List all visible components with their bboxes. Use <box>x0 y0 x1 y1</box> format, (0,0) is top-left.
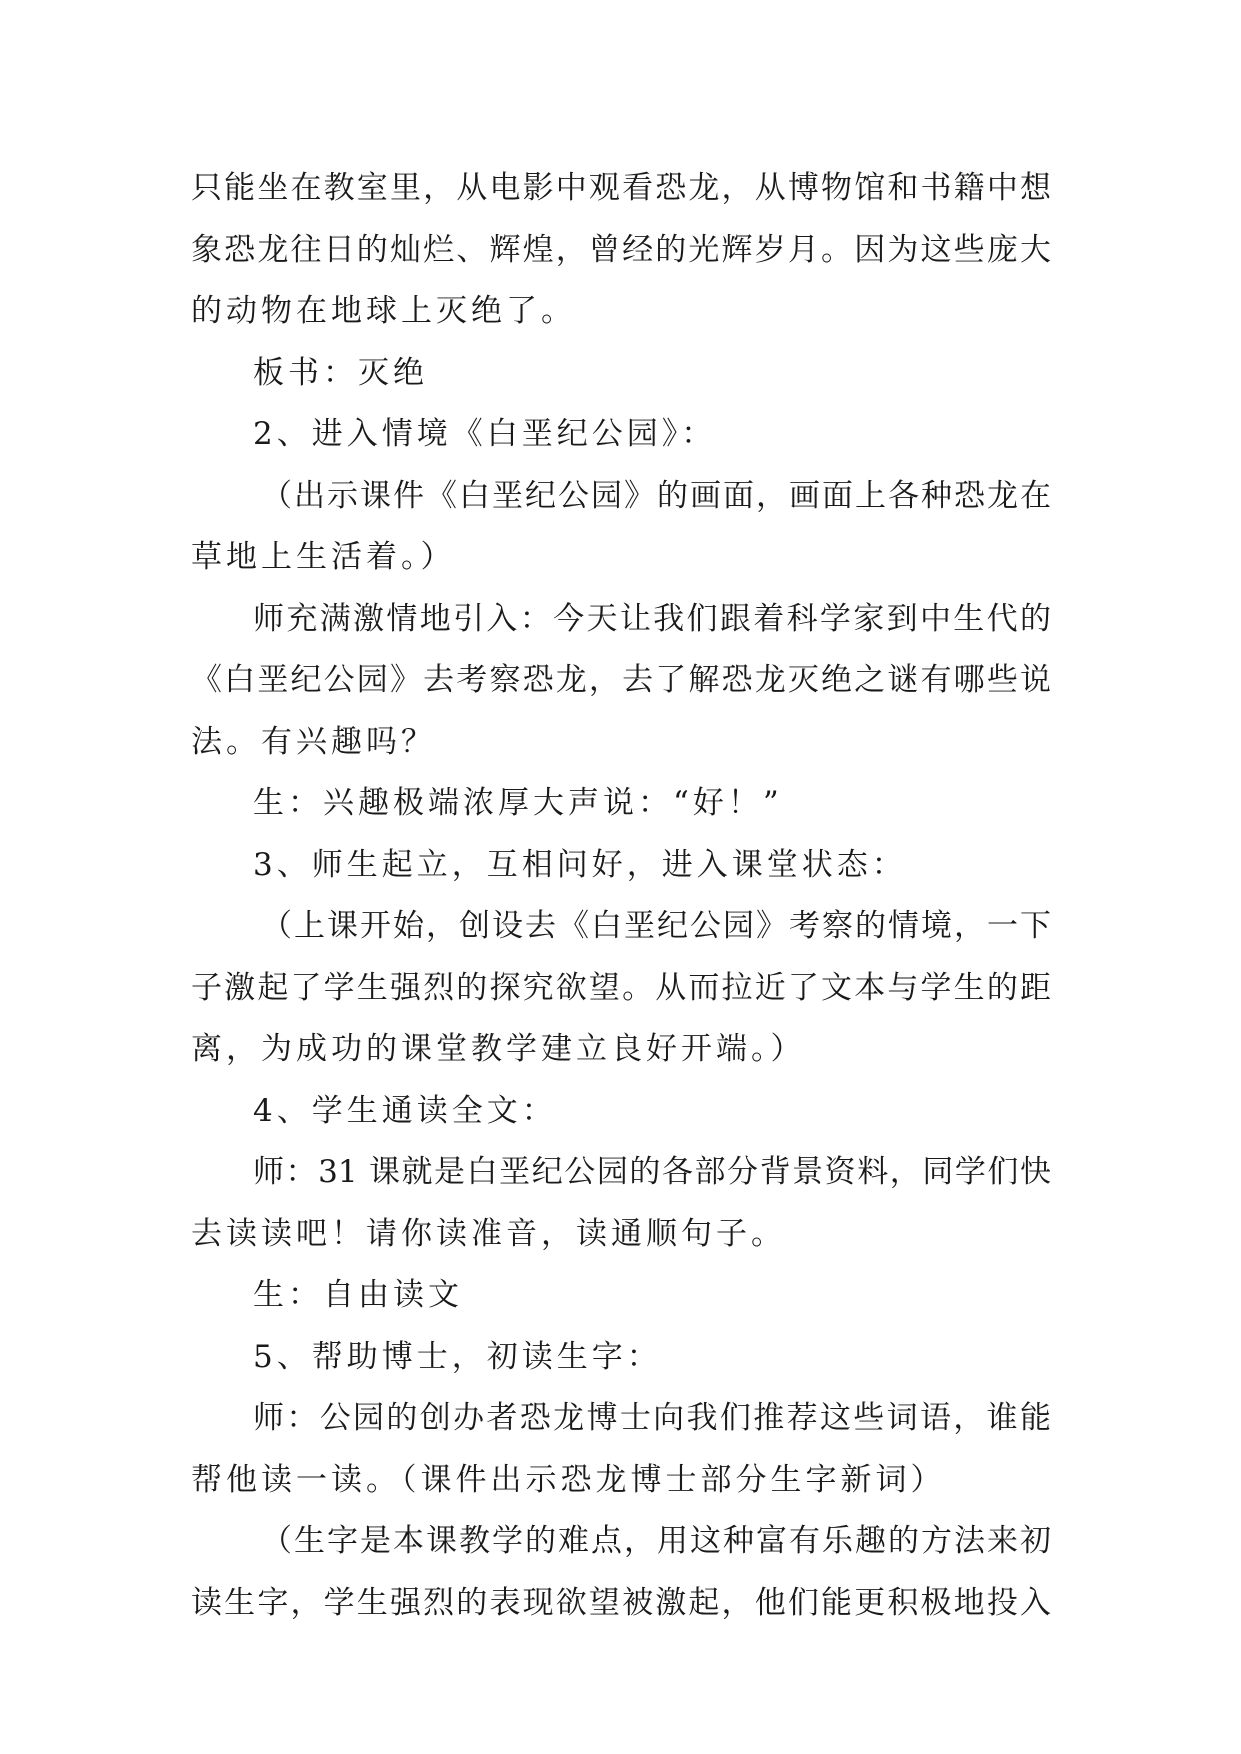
text-line: 帮他读一读。（课件出示恐龙博士部分生字新词） <box>191 1461 946 1498</box>
document-body <box>191 158 1051 1634</box>
text-line: 法。有兴趣吗？ <box>191 723 436 760</box>
text-line: （生字是本课教学的难点，用这种富有乐趣的方法来初 <box>261 1523 1051 1559</box>
text-line: 生：自由读文 <box>253 1277 463 1313</box>
text-line: （上课开始，创设去《白垩纪公园》考察的情境，一下 <box>261 908 1051 944</box>
text-line: 子激起了学生强烈的探究欲望。从而拉近了文本与学生的距 <box>191 969 1051 1006</box>
text-line: 只能坐在教室里，从电影中观看恐龙，从博物馆和书籍中想 <box>191 170 1051 206</box>
text-line: 读生字，学生强烈的表现欲望被激起，他们能更积极地投入 <box>191 1584 1051 1621</box>
text-line: 草地上生活着。） <box>191 539 456 575</box>
heading-line: 4、学生通读全文： <box>253 1092 557 1129</box>
heading-line: 3、师生起立，互相问好，进入课堂状态： <box>253 846 907 883</box>
text-line: 板书：灭绝 <box>253 354 428 391</box>
text-line: 象恐龙往日的灿烂、辉煌，曾经的光辉岁月。因为这些庞大 <box>191 231 1051 268</box>
heading-line: 5、帮助博士，初读生字： <box>253 1338 662 1375</box>
heading-line: 2、进入情境《白垩纪公园》： <box>253 416 717 452</box>
text-line: 师：公园的创办者恐龙博士向我们推荐这些词语，谁能 <box>253 1400 1051 1436</box>
text-line: （出示课件《白垩纪公园》的画面，画面上各种恐龙在 <box>261 477 1051 514</box>
text-line: 离，为成功的课堂教学建立良好开端。） <box>191 1031 806 1067</box>
text-line: 去读读吧！请你读准音，读通顺句子。 <box>191 1215 786 1252</box>
text-line: 生：兴趣极端浓厚大声说：“好！” <box>253 785 783 821</box>
text-line: 师充满激情地引入：今天让我们跟着科学家到中生代的 <box>253 600 1051 637</box>
text-line: 《白垩纪公园》去考察恐龙，去了解恐龙灭绝之谜有哪些说 <box>191 662 1051 698</box>
text-line: 师：31 课就是白垩纪公园的各部分背景资料，同学们快 <box>253 1154 1051 1190</box>
text-line: 的动物在地球上灭绝了。 <box>191 293 576 329</box>
